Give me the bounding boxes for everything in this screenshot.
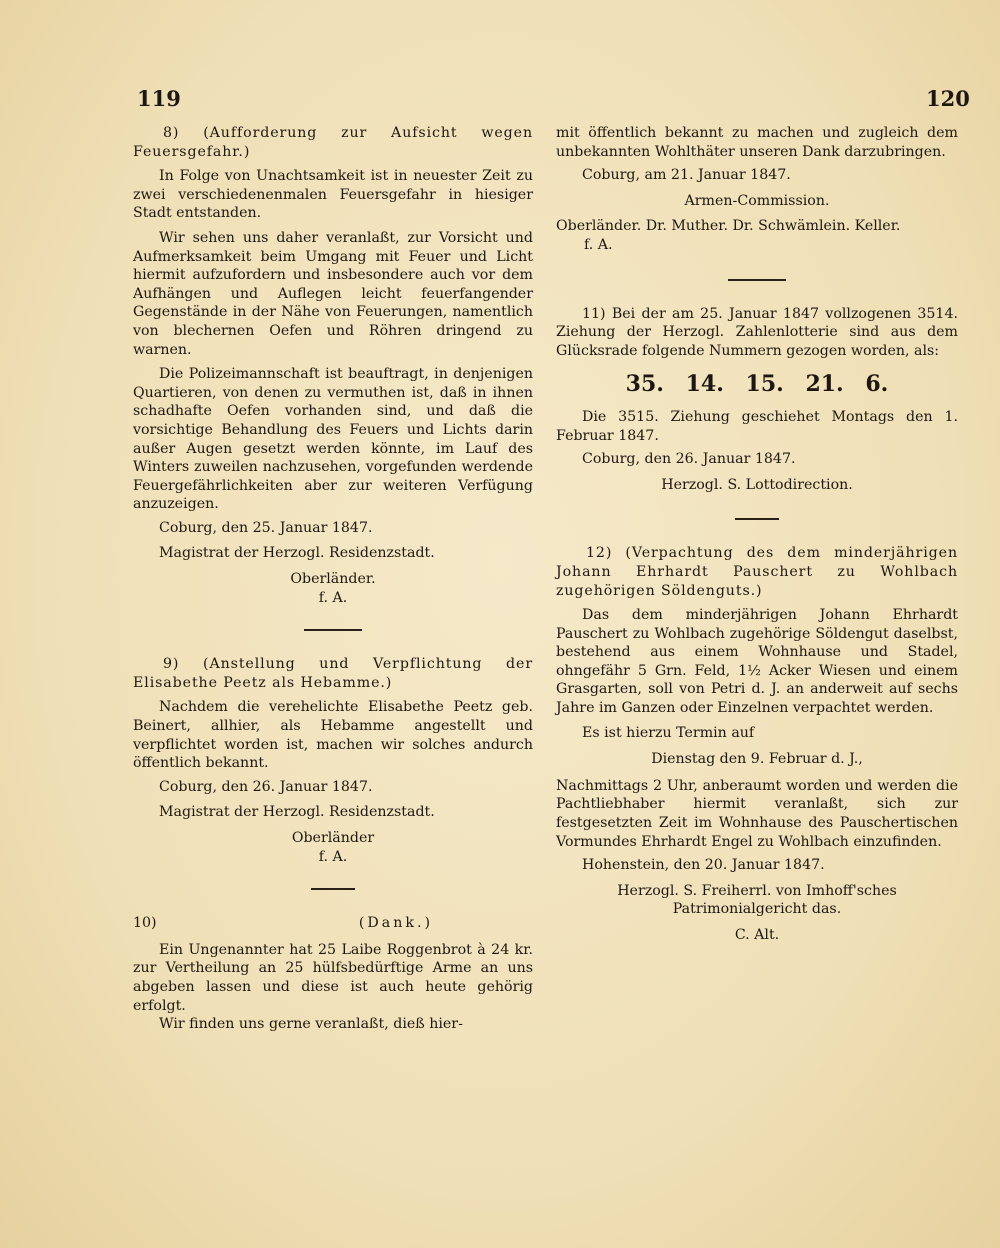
notice-8-para2: Wir sehen uns daher veranlaßt, zur Vorsicht und Aufmerksamkeit beim Umgang mit Feuer und Licht hiermit aufzufordern und insbesondere auch vor dem Aufhängen und Auflegen leicht feuerfangender Gegenstände in der Nähe von Feuerungen, namentlich von blechernen Oefen und Röhren dringend zu warnen.	[133, 229, 533, 358]
page-number-right: 120	[926, 86, 970, 111]
separator	[311, 888, 355, 890]
notice-8-para1: In Folge von Unachtsamkeit ist in neuester Zeit zu zwei verschiedenenmalen Feuersgefahr in hiesiger Stadt entstanden.	[133, 168, 533, 222]
notice-9-authority: Magistrat der Herzogl. Residenzstadt.	[159, 804, 435, 821]
notice-10-para2-continued: mit öffentlich bekannt zu machen und zugleich dem unbekannten Wohlthäter unseren Dank darzubringen.	[556, 125, 958, 160]
notice-10-date: Coburg, am 21. Januar 1847.	[582, 167, 791, 184]
separator	[304, 629, 362, 631]
notice-9-signature: Oberländer	[291, 830, 375, 846]
right-column	[556, 124, 958, 945]
notice-10-title: (Dank.)	[358, 915, 433, 932]
notice-10-signature-initials: f. A.	[584, 236, 613, 253]
notice-8-para3: Die Polizeimannschaft ist beauftragt, in denjenigen Quartieren, von denen zu vermuthen ist, daß in ihnen schadhafte Oefen vorhanden sind, und daß die vorsichtige Behandlung des Feuers und Lichts darin außer Augen gesetzt werden könnte, im Lauf des Winters zuweilen nachzusehen, vorgefunden werdende Feuergefährlichkeiten aber zur weiteren Verfügung anzuzeigen.	[133, 366, 533, 513]
notice-10-signatures: Oberländer. Dr. Muther. Dr. Schwämlein. Keller.	[556, 218, 901, 235]
notice-11-date: Coburg, den 26. Januar 1847.	[582, 451, 796, 468]
notice-9-heading: 9) (Anstellung und Verpflichtung der Elisabethe Peetz als Hebamme.)	[133, 656, 533, 691]
notice-12-para3: Nachmittags 2 Uhr, anberaumt worden und werden die Pachtliebhaber hiermit veranlaßt, sich zur festgesetzten Zeit im Wohnhause des Pauschertischen Vormundes Ehrhardt Engel zu Wohlbach einzufinden.	[556, 777, 958, 850]
notice-12-term: Dienstag den 9. Februar d. J.,	[651, 751, 863, 768]
notice-11-next-draw: Die 3515. Ziehung geschiehet Montags den 1. Februar 1847.	[556, 408, 958, 444]
separator	[728, 279, 786, 281]
notice-8-authority: Magistrat der Herzogl. Residenzstadt.	[159, 545, 435, 562]
notice-10-para2-start: Wir finden uns gerne veranlaßt, dieß hier-	[159, 1016, 463, 1033]
notice-12-para1: Das dem minderjährigen Johann Ehrhardt Pauschert zu Wohlbach zugehörige Söldengut daselbst, bestehend aus einem Wohnhause und Stadel, ohngefähr 5 Grn. Feld, 1½ Acker Wiesen und einem Grasgarten, soll von Petri d. J. an anderweit auf sechs Jahre im Ganzen oder Einzelnen verpachtet werden.	[556, 607, 958, 717]
notice-9-signature-initials: f. A.	[318, 848, 348, 865]
notice-9-para1: Nachdem die verehelichte Elisabethe Peetz geb. Beinert, allhier, als Hebamme angestellt und verpflichtet worden ist, machen wir solches andurch öffentlich bekannt.	[133, 699, 533, 772]
page-number-left: 119	[137, 86, 181, 111]
notice-11-authority: Herzogl. S. Lottodirection.	[661, 476, 853, 493]
notice-11-text: 11) Bei der am 25. Januar 1847 vollzogenen 3514. Ziehung der Herzogl. Zahlenlotterie sind aus dem Glücksrade folgende Nummern gezogen worden, als:	[556, 305, 958, 359]
notice-12-signature: C. Alt.	[734, 927, 780, 943]
notice-8-signature-initials: f. A.	[318, 589, 348, 606]
notice-9-date: Coburg, den 26. Januar 1847.	[159, 778, 373, 795]
left-column	[133, 124, 533, 1034]
notice-12-para2: Es ist hierzu Termin auf	[582, 724, 755, 741]
notice-8-date: Coburg, den 25. Januar 1847.	[159, 519, 373, 536]
notice-12-heading: 12) (Verpachtung des dem minderjährigen Johann Ehrhardt Pauschert zu Wohlbach zugehörigen Söldenguts.)	[556, 545, 958, 599]
lottery-numbers: 35. 14. 15. 21. 6.	[625, 371, 889, 398]
separator	[735, 518, 779, 520]
notice-12-date: Hohenstein, den 20. Januar 1847.	[582, 857, 825, 874]
notice-8-signature: Oberländer.	[290, 571, 376, 588]
notice-10-para1: Ein Ungenannter hat 25 Laibe Roggenbrot à 24 kr. zur Vertheilung an 25 hülfsbedürftige Arme an uns abgeben lassen und diese ist auch heute gehörig erfolgt.	[133, 941, 533, 1014]
notice-8-heading: 8) (Aufforderung zur Aufsicht wegen Feuersgefahr.)	[133, 125, 533, 160]
notice-10-number: 10)	[133, 915, 157, 932]
notice-10-authority: Armen-Commission.	[684, 192, 830, 209]
notice-10-heading	[133, 914, 533, 933]
notice-12-authority: Herzogl. S. Freiherrl. von Imhoff'sches Patrimonialgericht das.	[617, 882, 897, 918]
